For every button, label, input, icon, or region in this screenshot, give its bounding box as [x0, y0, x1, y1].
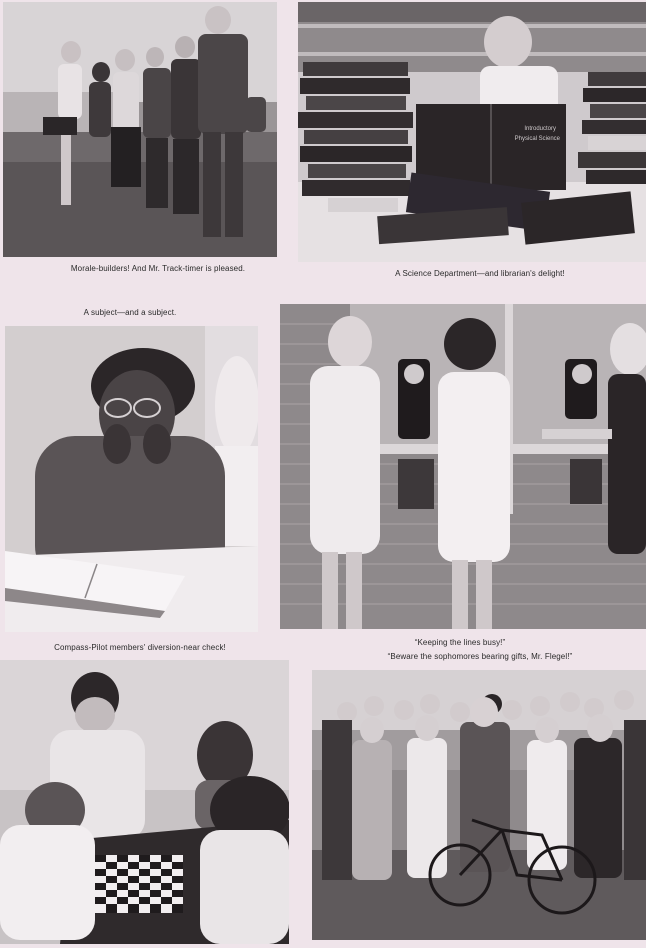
caption-phones: “Keeping the lines busy!”: [414, 638, 506, 647]
photo-track-runners: [3, 2, 277, 257]
caption-track: Morale-builders! And Mr. Track-timer is pleased.: [70, 264, 246, 273]
caption-compass: Compass-Pilot members' diversion-near check!: [54, 643, 226, 652]
caption-sophomores: “Beware the sophomores bearing gifts, Mr. Flegel!”: [387, 652, 573, 661]
photo-sophomore-group: [312, 670, 646, 940]
book-title-line1: Introductory: [524, 126, 556, 132]
photo-student-reading: [5, 326, 258, 632]
photo-science-books: [298, 2, 646, 262]
photo-pay-phones: [280, 304, 646, 629]
caption-subject: A subject—and a subject.: [83, 308, 177, 317]
caption-science: A Science Department—and librarian's delight!: [395, 269, 565, 278]
book-title-line2: Physical Science: [514, 136, 560, 142]
photo-chess-game: [0, 660, 289, 944]
